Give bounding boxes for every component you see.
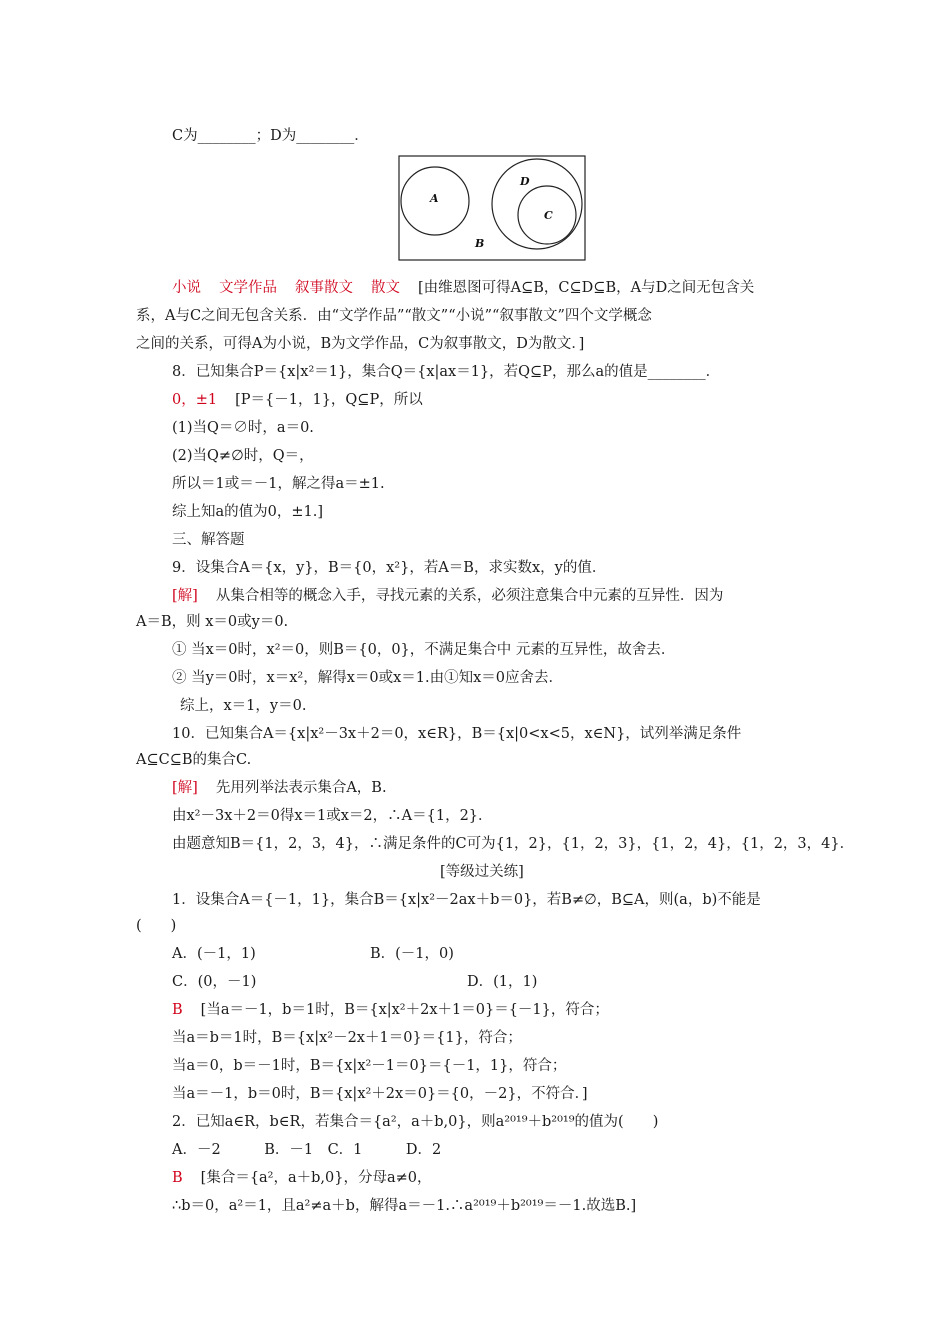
answer1-line4: 当a＝－1，b＝0时，B＝{x|x²＋2x＝0}＝{0，－2}，不符合．] xyxy=(172,1086,588,1102)
question-2: 2．已知a∈R，b∈R，若集合＝{a²，a＋b,0}，则a²⁰¹⁹＋b²⁰¹⁹的值为( ) xyxy=(172,1114,659,1130)
question-9: 9．设集合A＝{x，y}，B＝{0，x²}，若A＝B，求实数x，y的值． xyxy=(172,560,607,576)
answer10-line2: 由x²－3x＋2＝0得x＝1或x＝2，∴A＝{1，2}． xyxy=(172,808,493,824)
answer9-line4: ② 当y＝0时，x＝x²，解得x＝0或x＝1.由①知x＝0应舍去． xyxy=(172,670,564,686)
answer2-line1 xyxy=(172,1168,432,1188)
answer7-red-3: 叙事散文 xyxy=(295,280,353,296)
answer7-red-2: 文学作品 xyxy=(219,280,277,296)
answer7-line1 xyxy=(172,278,754,298)
question-1-option-d: D．(1，1) xyxy=(467,974,538,990)
answer1-line1 xyxy=(172,1000,609,1020)
question-10-line1: 10．已知集合A＝{x|x²－3x＋2＝0，x∈R}，B＝{x|0<x<5，x∈N}，试列举满足条件 xyxy=(172,726,742,742)
question-1-line1: 1．设集合A＝{－1，1}，集合B＝{x|x²－2ax＋b＝0}，若B≠∅，B⊆A，则(a，b)不能是 xyxy=(172,892,761,908)
answer1-red: B xyxy=(172,1002,183,1018)
venn-label-a: A xyxy=(430,192,439,205)
answer9-text-1: 从集合相等的概念入手，寻找元素的关系，必须注意集合中元素的互异性．因为 xyxy=(215,588,724,604)
question-2-options: A．－2 B．－1 C．1 D．2 xyxy=(172,1142,442,1158)
answer8-line1: (1)当Q＝∅时，a＝0. xyxy=(172,420,314,436)
section-heading-3: 三、解答题 xyxy=(172,532,245,548)
answer2-text-1: [集合＝{a²，a＋b,0}，分母a≠0， xyxy=(200,1170,432,1186)
question-1-option-c: C．(0，－1) xyxy=(172,974,257,990)
level-heading: [等级过关练] xyxy=(440,864,524,880)
venn-circle-d xyxy=(492,159,582,249)
answer7-red-1: 小说 xyxy=(172,280,201,296)
jie-label-10: [解] xyxy=(172,780,198,796)
answer10-line3: 由题意知B＝{1，2，3，4}，∴满足条件的C可为{1，2}，{1，2，3}，{1，2，4}，{1，2，3，4}． xyxy=(172,836,855,852)
answer8-line4: 综上知a的值为0，±1.] xyxy=(172,504,324,520)
answer9-line5: 综上，x＝1，y＝0. xyxy=(180,698,307,714)
venn-label-b: B xyxy=(475,237,485,250)
answer7-text-1: [由维恩图可得A⊆B，C⊆D⊆B，A与D之间无包含关 xyxy=(418,280,755,296)
answer10-line1 xyxy=(172,778,387,798)
answer9-line1 xyxy=(172,586,723,606)
venn-diagram xyxy=(398,155,586,261)
answer1-text-1: [当a＝－1，b＝1时，B＝{x|x²＋2x＋1＝0}＝{－1}，符合； xyxy=(200,1002,609,1018)
question-1-option-a: A．(－1，1) xyxy=(172,946,256,962)
answer2-red: B xyxy=(172,1170,183,1186)
answer9-line3: ① 当x＝0时，x²＝0，则B＝{0，0}，不满足集合中 元素的互异性，故舍去． xyxy=(172,642,676,658)
answer1-line3: 当a＝0，b＝－1时，B＝{x|x²－1＝0}＝{－1，1}，符合； xyxy=(172,1058,567,1074)
venn-label-d: D xyxy=(520,175,530,188)
answer1-line2: 当a＝b＝1时，B＝{x|x²－2x＋1＝0}＝{1}，符合； xyxy=(172,1030,522,1046)
answer10-text-1: 先用列举法表示集合A，B. xyxy=(215,780,387,796)
answer7-line3: 之间的关系，可得A为小说，B为文学作品，C为叙事散文，D为散文．] xyxy=(136,336,585,352)
answer2-line2: ∴b＝0，a²＝1，且a²≠a＋b，解得a＝－1.∴a²⁰¹⁹＋b²⁰¹⁹＝－1.故选B.] xyxy=(172,1198,637,1214)
answer8-line2: (2)当Q≠∅时，Q＝， xyxy=(172,448,314,464)
answer8-line0 xyxy=(172,390,423,410)
answer8-red: 0，±1 xyxy=(172,392,218,408)
question-10-line2: A⊆C⊆B的集合C. xyxy=(136,752,252,768)
question-1-line2: ( ) xyxy=(136,918,177,934)
answer7-line2: 系，A与C之间无包含关系．由“文学作品”“散文”“小说”“叙事散文”四个文学概念 xyxy=(136,308,652,324)
answer8-text: [P＝{－1，1}，Q⊆P，所以 xyxy=(235,392,423,408)
question-1-option-b: B．(－1，0) xyxy=(370,946,454,962)
answer9-line2: A＝B，则 x＝0或y＝0. xyxy=(136,614,289,630)
answer8-line3: 所以＝1或＝－1，解之得a＝±1. xyxy=(172,476,385,492)
answer7-red-4: 散文 xyxy=(371,280,400,296)
jie-label-9: [解] xyxy=(172,588,198,604)
question-8: 8．已知集合P＝{x|x²＝1}，集合Q＝{x|ax＝1}，若Q⊆P，那么a的值是________． xyxy=(172,364,721,380)
venn-label-c: C xyxy=(544,209,553,222)
fill-blank-line-cd: C为________；D为________． xyxy=(172,128,369,144)
